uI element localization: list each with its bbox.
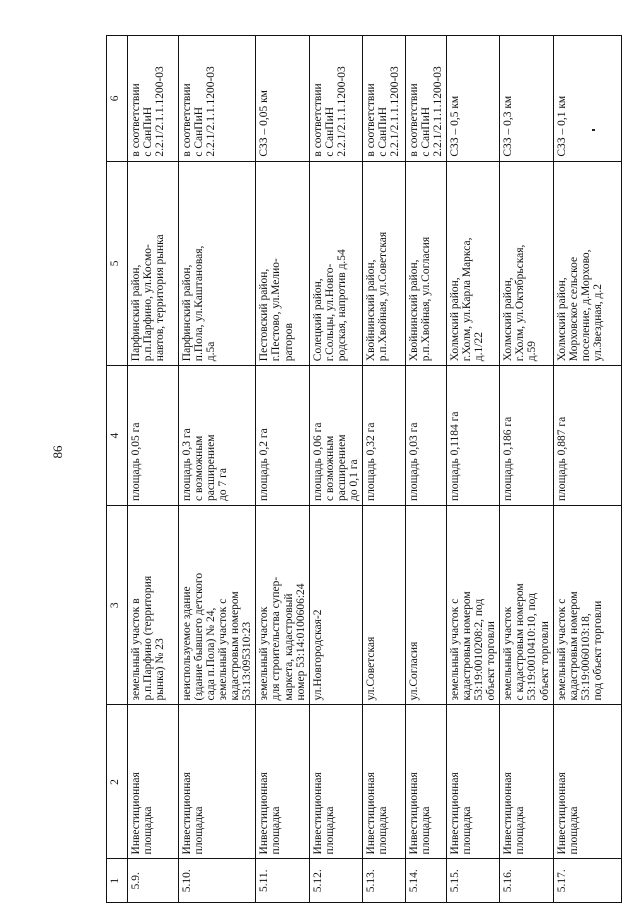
column-number-row <box>107 36 128 903</box>
cell-text: площадь 0,3 га с возможным расширением до 7 га <box>181 428 230 501</box>
cell-text: 5.15. <box>449 869 462 893</box>
cell-text: 5.9. <box>130 872 142 890</box>
location-cell <box>179 161 256 366</box>
row-number-cell <box>553 859 621 903</box>
cell-text: земельный участок в р.п.Парфино (территория рынка) № 23 <box>130 575 167 701</box>
row-number-cell <box>500 859 553 903</box>
area-cell <box>179 366 256 506</box>
cell-text: земельный участок с кадастровым номером 53:19:0010208:2, под объект торговли <box>449 591 498 701</box>
object-type-cell <box>362 705 405 859</box>
cell-text: 5.11. <box>258 869 271 893</box>
cell-text: СЗЗ – 0,05 км <box>258 90 271 157</box>
cell-text: площадь 0,06 га с возможным расширением до 0,1 га <box>311 422 360 501</box>
column-header: 4 <box>107 366 128 506</box>
table-row <box>256 36 309 903</box>
cell-text: неиспользуемое здание (здание бывшего детского сада п.Пола) № 24, земельный участок с кадастровым номером 53:13:095310:23 <box>181 572 254 701</box>
sanitary-zone-cell <box>179 36 256 162</box>
location-cell <box>309 161 362 366</box>
cell-text: земельный участок с кадастровым номером 53:19:0010410:10, под объект торговли <box>502 583 551 701</box>
cell-text: площадь 0,2 га <box>258 428 271 501</box>
area-cell <box>362 366 405 506</box>
cell-text: площадь 0,03 га <box>407 422 420 501</box>
cell-text: Парфинский район, р.п.Парфино, ул.Космо- навтов, территория рынка <box>130 234 167 362</box>
row-number-cell <box>405 859 446 903</box>
location-cell <box>128 161 179 366</box>
cell-text: Пестовский район, г.Пестово, ул.Мелио- раторов <box>258 258 295 362</box>
sanitary-zone-cell <box>405 36 446 162</box>
cell-text: в соответствии с СанПиН 2.2.1/2.1.1.1200-03 <box>407 66 444 157</box>
area-cell <box>256 366 309 506</box>
object-description-cell <box>405 505 446 705</box>
cell-text: Солецкий район, г.Сольцы, ул.Новго- родская, напротив д.54 <box>311 249 348 362</box>
row-number-cell <box>309 859 362 903</box>
cell-text: Инвестиционная площадка <box>258 772 283 855</box>
investment-sites-table <box>106 35 622 903</box>
table-header <box>107 36 128 903</box>
sanitary-zone-cell <box>256 36 309 162</box>
object-description-cell <box>128 505 179 705</box>
object-description-cell <box>309 505 362 705</box>
table-row <box>500 36 553 903</box>
column-header: 5 <box>107 161 128 366</box>
scan-speck <box>592 129 595 131</box>
area-cell <box>447 366 500 506</box>
cell-text: в соответствии с СанПиН 2.2.1/2.1.1.1200-03 <box>364 66 401 157</box>
cell-text: 5.16. <box>502 869 515 893</box>
cell-text: Инвестиционная площадка <box>364 772 389 855</box>
cell-text: Инвестиционная площадка <box>407 772 432 855</box>
cell-text: СЗЗ – 0,5 км <box>449 95 462 157</box>
row-number-cell <box>128 859 179 903</box>
row-number-cell <box>179 859 256 903</box>
cell-text: Парфинский район, п.Пола, ул.Каштановая, д.5а <box>181 245 218 362</box>
area-cell <box>309 366 362 506</box>
cell-text: Инвестиционная площадка <box>181 772 206 855</box>
sanitary-zone-cell <box>447 36 500 162</box>
cell-text: Холмский район, Морховское сельское поселение, д.Морхово, ул.Звездная, д.2 <box>555 249 604 362</box>
table-row <box>405 36 446 903</box>
table-row <box>447 36 500 903</box>
location-cell <box>256 161 309 366</box>
object-description-cell <box>500 505 553 705</box>
object-type-cell <box>447 705 500 859</box>
cell-text: Инвестиционная площадка <box>555 772 580 855</box>
column-header: 3 <box>107 505 128 705</box>
area-cell <box>553 366 621 506</box>
object-type-cell <box>128 705 179 859</box>
cell-text: в соответствии с СанПиН 2.2.1/2.1.1.1200-03 <box>181 66 218 157</box>
sanitary-zone-cell <box>309 36 362 162</box>
cell-text: Хвойнинский район, р.п.Хвойная, ул.Советская <box>364 231 389 362</box>
object-type-cell <box>405 705 446 859</box>
row-number-cell <box>362 859 405 903</box>
location-cell <box>405 161 446 366</box>
cell-text: площадь 0,05 га <box>130 422 142 501</box>
table-body <box>128 36 622 903</box>
location-cell <box>500 161 553 366</box>
cell-text: Холмский район, г.Холм, ул.Октябрьская, д.59 <box>502 244 539 362</box>
cell-text: земельный участок с кадастровым номером 53:19:0060103:18, под объект торговли <box>555 591 604 701</box>
cell-text: 5.12. <box>311 869 324 893</box>
cell-text: 5.10. <box>181 869 193 893</box>
sanitary-zone-cell <box>553 36 621 162</box>
rotated-table-wrapper <box>106 35 638 903</box>
document-page <box>106 35 638 903</box>
table-row <box>362 36 405 903</box>
cell-text: площадь 0,32 га <box>364 422 377 501</box>
cell-text: площадь 0,887 га <box>555 416 568 501</box>
cell-text: СЗЗ – 0,1 км <box>555 95 568 157</box>
location-cell <box>553 161 621 366</box>
cell-text: площадь 0,1184 га <box>449 411 462 501</box>
object-description-cell <box>553 505 621 705</box>
table-row <box>179 36 256 903</box>
location-cell <box>447 161 500 366</box>
table-row <box>309 36 362 903</box>
column-header: 1 <box>107 859 128 903</box>
location-cell <box>362 161 405 366</box>
object-type-cell <box>179 705 256 859</box>
cell-text: Инвестиционная площадка <box>311 772 336 855</box>
cell-text: ул.Советская <box>364 636 377 701</box>
table-row <box>128 36 179 903</box>
cell-text: в соответствии с СанПиН 2.2.1/2.1.1.1200-03 <box>311 66 348 157</box>
sanitary-zone-cell <box>500 36 553 162</box>
sanitary-zone-cell <box>362 36 405 162</box>
area-cell <box>128 366 179 506</box>
object-description-cell <box>179 505 256 705</box>
column-header: 6 <box>107 36 128 162</box>
area-cell <box>405 366 446 506</box>
object-type-cell <box>256 705 309 859</box>
cell-text: 5.14. <box>407 869 420 893</box>
column-header: 2 <box>107 705 128 859</box>
page-number: 86 <box>50 445 65 459</box>
cell-text: ул.Согласия <box>407 641 420 701</box>
object-description-cell <box>447 505 500 705</box>
cell-text: ул.Новгородская-2 <box>311 609 324 701</box>
cell-text: Хвойнинский район, р.п.Хвойная, ул.Согласия <box>407 236 432 362</box>
object-type-cell <box>500 705 553 859</box>
cell-text: Инвестиционная площадка <box>130 772 155 855</box>
object-description-cell <box>362 505 405 705</box>
row-number-cell <box>447 859 500 903</box>
row-number-cell <box>256 859 309 903</box>
cell-text: Холмский район, г.Холм, ул.Карла Маркса, д.1/22 <box>449 237 486 362</box>
object-description-cell <box>256 505 309 705</box>
cell-text: 5.13. <box>364 869 377 893</box>
cell-text: в соответствии с СанПиН 2.2.1/2.1.1.1200-03 <box>130 66 167 157</box>
cell-text: Инвестиционная площадка <box>449 772 474 855</box>
cell-text: площадь 0,186 га <box>502 416 515 501</box>
object-type-cell <box>553 705 621 859</box>
sanitary-zone-cell <box>128 36 179 162</box>
object-type-cell <box>309 705 362 859</box>
cell-text: СЗЗ – 0,3 км <box>502 95 515 157</box>
cell-text: Инвестиционная площадка <box>502 772 527 855</box>
area-cell <box>500 366 553 506</box>
table-row <box>553 36 621 903</box>
cell-text: земельный участок для строительства супер- маркета, кадастровый номер 53:14:0100606:24 <box>258 576 307 701</box>
cell-text: 5.17. <box>555 869 568 893</box>
